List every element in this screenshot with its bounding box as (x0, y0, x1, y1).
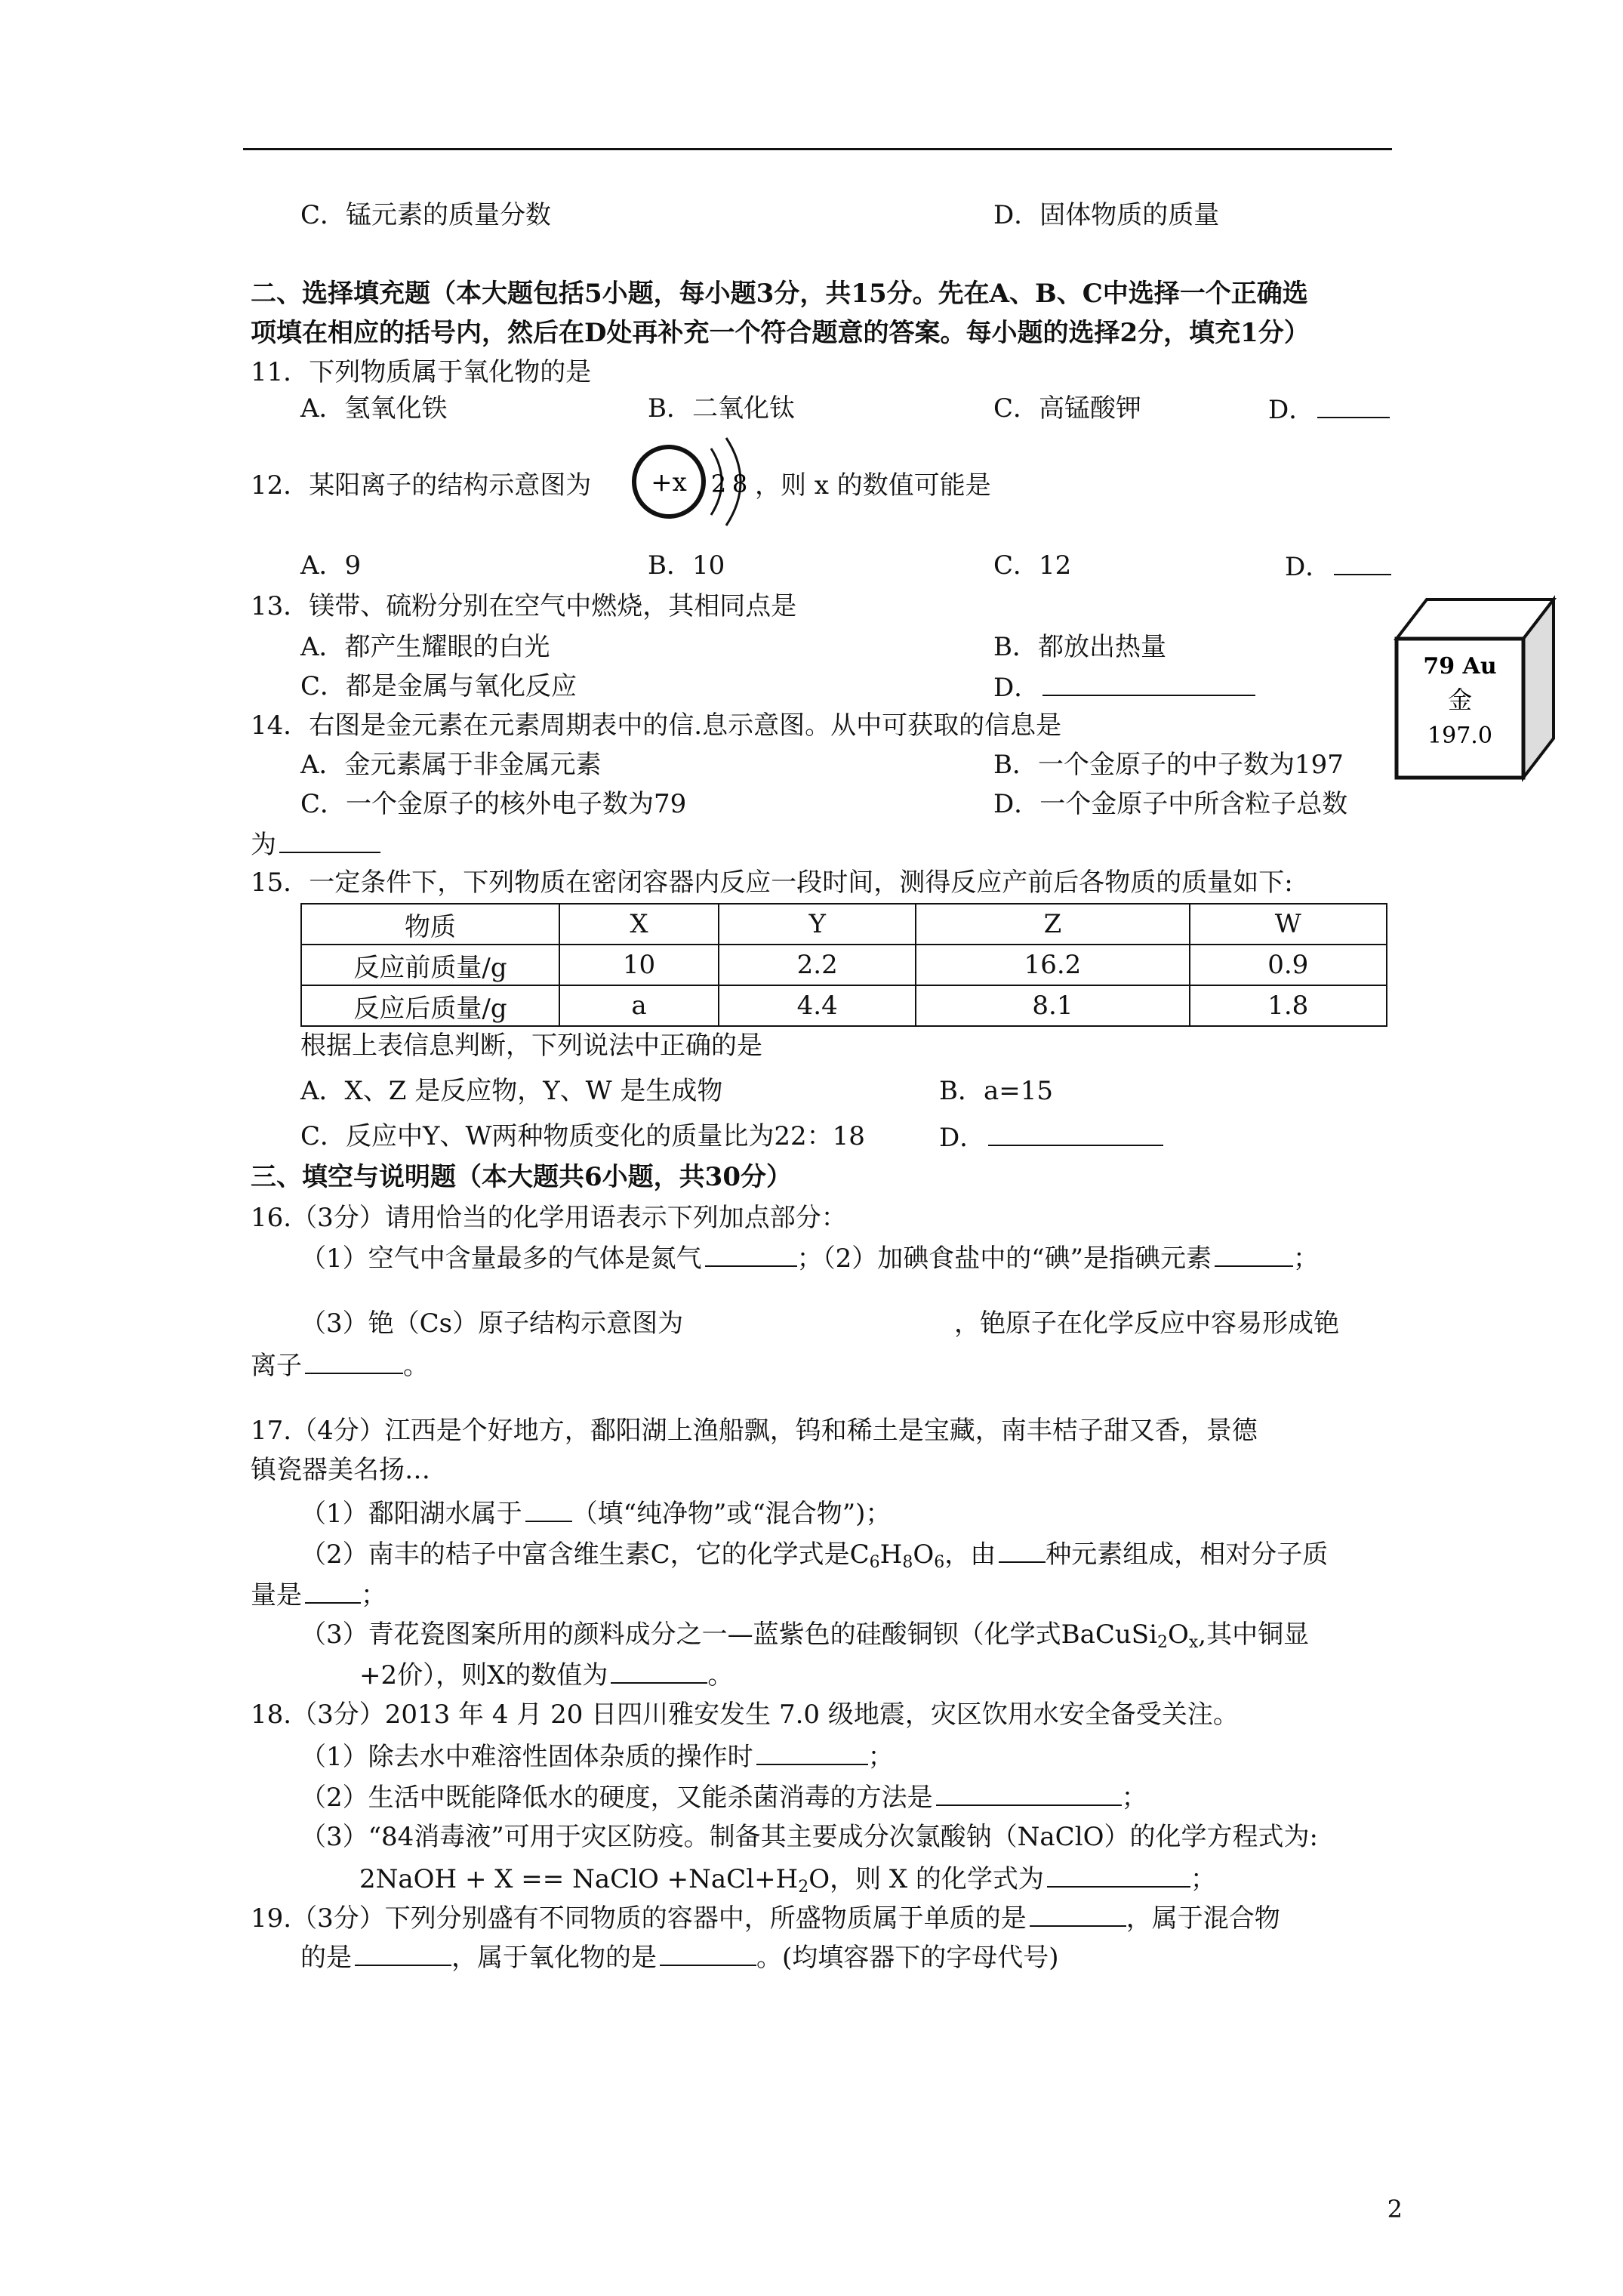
q16-line2a: （3）铯（Cs）原子结构示意图为 (300, 1308, 684, 1339)
table-cell: 1.8 (1190, 985, 1387, 1026)
q13-stem: 13．镁带、硫粉分别在空气中燃烧，其相同点是 (251, 591, 797, 621)
q17-part3: （3）青花瓷图案所用的颜料成分之一—蓝紫色的硅酸铜钡（化学式$BaCuSi_2O_x$,其中铜显 (300, 1620, 1310, 1652)
q17-part3-cont: +2价），则X的数值为 。 (359, 1660, 734, 1690)
q13-option-c: C．都是金属与氧化反应 (300, 671, 577, 701)
q13-option-a: A．都产生耀眼的白光 (300, 632, 550, 662)
gold-number-symbol: 79 Au (1423, 653, 1497, 680)
table-cell: 反应后质量/g (301, 985, 559, 1026)
table-cell: 2.2 (719, 945, 916, 985)
q12-stem: 12．某阳离子的结构示意图为 (251, 470, 592, 501)
q10-option-c: C．锰元素的质量分数 (300, 200, 552, 230)
gold-atomic-mass: 197.0 (1427, 723, 1492, 749)
gold-element-cube (1394, 593, 1557, 782)
q14-stem: 14．右图是金元素在元素周期表中的信.息示意图。从中可获取的信息是 (251, 710, 1062, 741)
q12-option-b: B．10 (648, 550, 725, 581)
q16-line1: （1）空气中含量最多的气体是氮气 ；（2）加碘食盐中的“碘”是指碘元素 ； (300, 1244, 1320, 1274)
table-header-row (301, 904, 1387, 945)
q15-stem: 15．一定条件下，下列物质在密闭容器内反应一段时间，测得反应产前后各物质的质量如下: (251, 868, 1293, 898)
q17-stem2: 镇瓷器美名扬… (251, 1455, 430, 1485)
q12-option-a: A．9 (300, 550, 362, 581)
ion-structure-diagram (619, 438, 770, 544)
q15-option-a: A．X、Z 是反应物，Y、W 是生成物 (300, 1076, 723, 1106)
q12-option-c: C．12 (993, 550, 1072, 581)
q15-option-c: C．反应中Y、W两种物质变化的质量比为22：18 (300, 1121, 865, 1151)
table-cell: 8.1 (916, 985, 1189, 1026)
mass-table (300, 903, 1387, 1027)
section2-line2: 项填在相应的括号内，然后在D处再补充一个符合题意的答案。每小题的选择2分，填充1分） (251, 318, 1310, 348)
section2-line1: 二、选择填充题（本大题包括5小题，每小题3分，共15分。先在A、B、C中选择一个正确选 (251, 279, 1308, 309)
q14-option-a: A．金元素属于非金属元素 (300, 750, 602, 780)
section3-title: 三、填空与说明题（本大题共6小题，共30分） (251, 1162, 792, 1192)
q19-line1: 19.（3分）下列分别盛有不同物质的容器中，所盛物质属于单质的是 ，属于混合物 (251, 1903, 1280, 1934)
table-row (301, 945, 1387, 985)
table-cell: 10 (559, 945, 719, 985)
table-cell: 4.4 (719, 985, 916, 1026)
shell1-electrons: 2 (710, 470, 727, 498)
gold-name: 金 (1447, 686, 1473, 714)
table-header-cell: Y (719, 904, 916, 945)
table-cell: 反应前质量/g (301, 945, 559, 985)
q12-stem-end: ，则 x 的数值可能是 (755, 470, 991, 501)
header-rule (243, 148, 1392, 150)
nucleus-label: +x (651, 467, 687, 498)
q11-option-c: C．高锰酸钾 (993, 393, 1142, 424)
shell2-electrons: 8 (731, 470, 748, 498)
q15-option-d: D． (939, 1123, 1163, 1151)
q18-part2: （2）生活中既能降低水的硬度，又能杀菌消毒的方法是 ； (300, 1783, 1147, 1813)
q15-judge: 根据上表信息判断，下列说法中正确的是 (300, 1031, 762, 1061)
q15-option-b: B．a=15 (939, 1076, 1054, 1106)
table-row (301, 985, 1387, 1026)
q12-option-d: D． (1285, 553, 1391, 580)
q11-option-b: B．二氧化钛 (648, 393, 795, 424)
q17-part1: （1）鄱阳湖水属于 （填“纯净物”或“混合物”)； (300, 1499, 892, 1529)
q18-part3: （3）“84消毒液”可用于灾区防疫。制备其主要成分次氯酸钠（NaClO）的化学方程式为: (300, 1822, 1318, 1852)
q17-stem1: 17.（4分）江西是个好地方，鄱阳湖上渔船飘，钨和稀土是宝藏，南丰桔子甜又香，景德 (251, 1416, 1258, 1446)
table-cell: a (559, 985, 719, 1026)
table-header-cell: 物质 (301, 904, 559, 945)
q11-option-d: D． (1268, 396, 1390, 423)
q13-option-d: D． (993, 673, 1255, 701)
q17-part2: （2）南丰的桔子中富含维生素C，它的化学式是$C_6H_8O_6$，由 种元素组成，相对分子质 (300, 1539, 1329, 1572)
q16-line3: 离子 。 (251, 1351, 429, 1381)
table-header-cell: Z (916, 904, 1189, 945)
q14-option-d-cont: 为 (251, 831, 380, 858)
q14-option-c: C．一个金原子的核外电子数为79 (300, 789, 687, 819)
table-header-cell: X (559, 904, 719, 945)
q14-option-d: D．一个金原子中所含粒子总数 (993, 789, 1348, 819)
q18-part1: （1）除去水中难溶性固体杂质的操作时 ； (300, 1742, 894, 1772)
table-header-cell: W (1190, 904, 1387, 945)
table-cell: 16.2 (916, 945, 1189, 985)
q17-part2-cont: 量是 ； (251, 1580, 387, 1610)
q16-line2b: ，铯原子在化学反应中容易形成铯 (954, 1308, 1339, 1339)
q11-stem: 11．下列物质属于氧化物的是 (251, 357, 592, 387)
table-cell: 0.9 (1190, 945, 1387, 985)
q11-option-a: A．氢氧化铁 (300, 393, 448, 424)
q10-option-d: D．固体物质的质量 (993, 200, 1220, 230)
q18-stem: 18.（3分）2013 年 4 月 20 日四川雅安发生 7.0 级地震，灾区饮用水安全备受关注。 (251, 1700, 1239, 1730)
q13-option-b: B．都放出热量 (993, 632, 1166, 662)
page-number: 2 (1387, 2195, 1403, 2224)
q19-line2: 的是 ，属于氧化物的是 。(均填容器下的字母代号) (300, 1943, 1059, 1973)
q16-stem: 16.（3分）请用恰当的化学用语表示下列加点部分： (251, 1203, 847, 1233)
q14-option-b: B．一个金原子的中子数为197 (993, 750, 1344, 780)
q18-part3-equation: 2NaOH + X == NaClO $+NaCl+H_2O$，则 X 的化学式为 ； (359, 1864, 1216, 1897)
